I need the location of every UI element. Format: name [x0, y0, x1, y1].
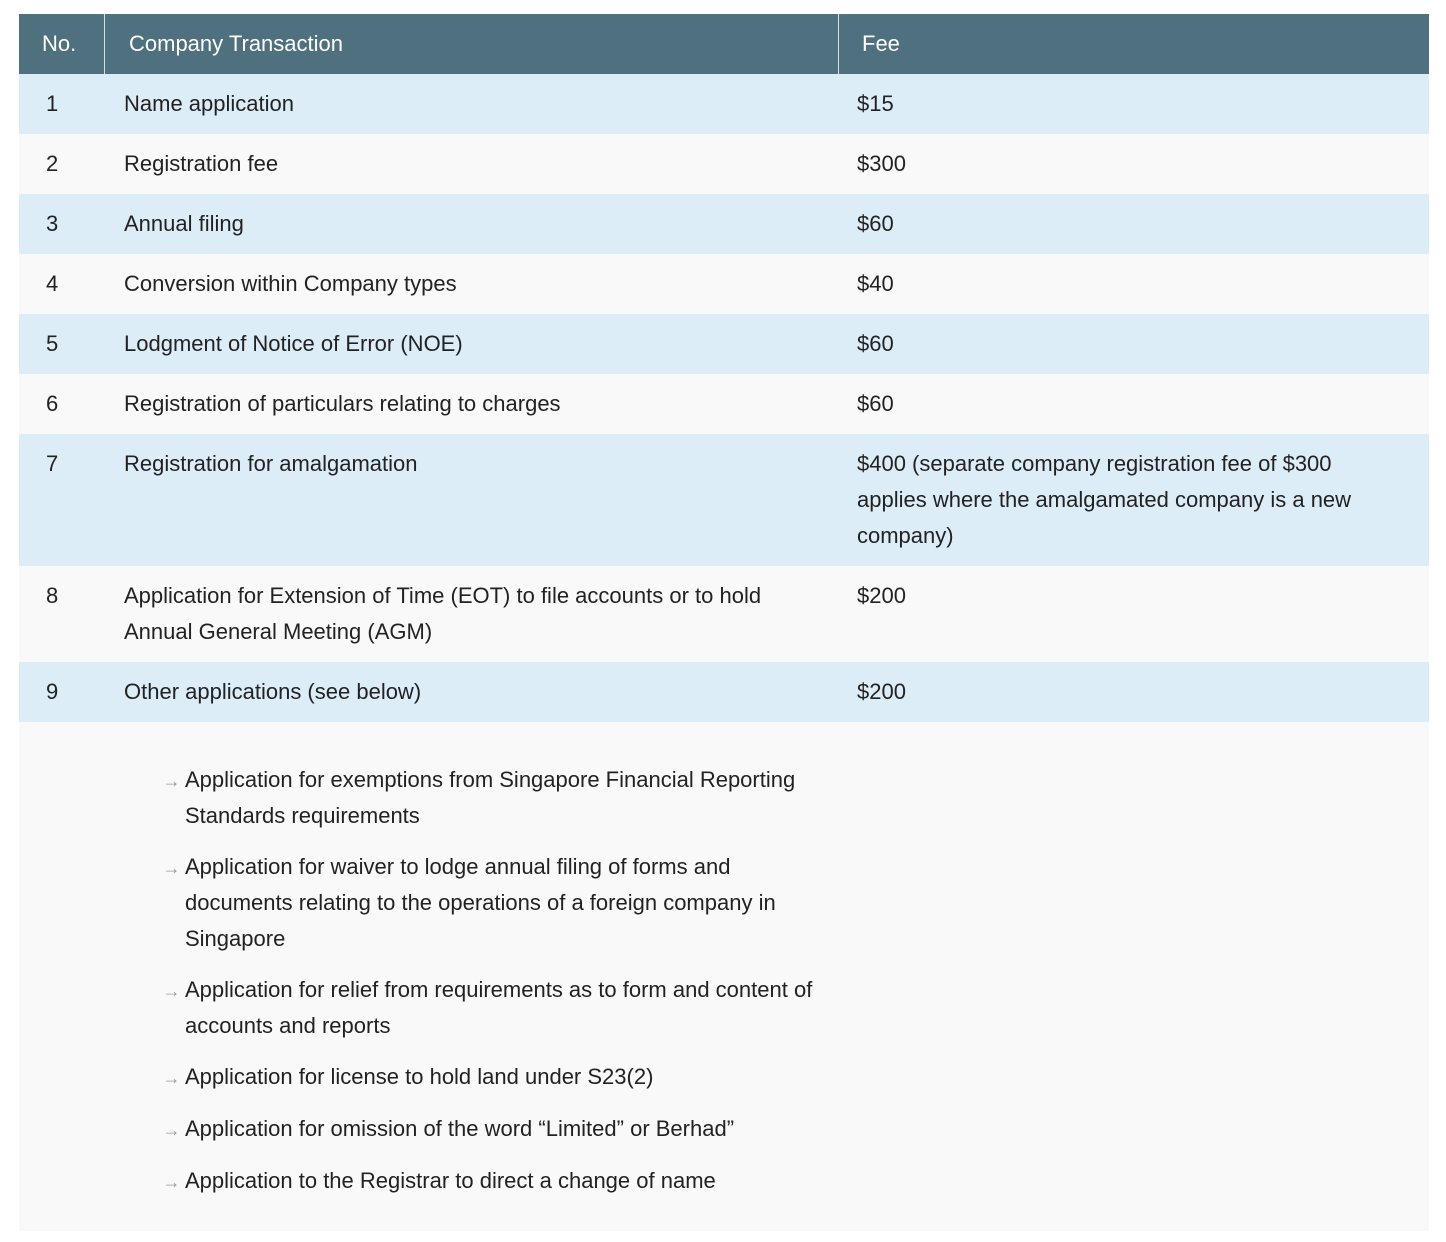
- arrow-right-icon: →: [162, 1120, 181, 1140]
- row-number: 6: [46, 391, 59, 416]
- list-item: [158, 1059, 838, 1096]
- table-row: [19, 314, 1429, 374]
- table-row: [19, 254, 1429, 314]
- row-fee: $300: [857, 151, 906, 176]
- header-no: No.: [19, 14, 105, 74]
- row-transaction: Other applications (see below): [124, 679, 422, 704]
- list-item: [158, 849, 838, 957]
- fee-table: [19, 14, 1429, 1231]
- arrow-right-icon: →: [162, 771, 181, 791]
- header-fee: Fee: [862, 31, 900, 56]
- row-number: 5: [46, 331, 59, 356]
- list-item-text: Application for omission of the word “Limited” or Berhad”: [185, 1116, 735, 1141]
- row-fee: $15: [857, 91, 894, 116]
- row-number: 3: [46, 211, 59, 236]
- row-fee: $40: [857, 271, 894, 296]
- arrow-right-icon: →: [162, 1172, 181, 1192]
- row-fee: $200: [857, 583, 906, 608]
- other-applications-list: [19, 722, 1429, 1231]
- row-number: 4: [46, 271, 59, 296]
- arrow-right-icon: →: [162, 1068, 181, 1088]
- table-row: [19, 374, 1429, 434]
- row-number: 7: [46, 451, 59, 476]
- list-item: [158, 972, 838, 1044]
- row-transaction: Registration fee: [124, 151, 279, 176]
- row-number: 2: [46, 151, 59, 176]
- row-transaction: Registration of particulars relating to charges: [124, 391, 561, 416]
- row-fee: $400 (separate company registration fee of $300 applies where the amalgamated company is a new company): [857, 451, 1352, 548]
- list-item-text: Application for license to hold land under S23(2): [185, 1064, 654, 1089]
- list-item: [158, 1111, 838, 1148]
- table-row: [19, 662, 1429, 722]
- list-item-text: Application for relief from requirements as to form and content of accounts and reports: [185, 977, 813, 1038]
- header-company-transaction: Company Transaction: [105, 14, 839, 74]
- row-fee: $60: [857, 211, 894, 236]
- list-item-text: Application for exemptions from Singapore Financial Reporting Standards requirements: [185, 767, 796, 828]
- row-transaction: Registration for amalgamation: [124, 451, 418, 476]
- row-transaction: Application for Extension of Time (EOT) to file accounts or to hold Annual General Meeting (AGM): [124, 583, 762, 644]
- list-item: [158, 762, 838, 834]
- table-row: [19, 74, 1429, 134]
- list-item-text: Application for waiver to lodge annual filing of forms and documents relating to the operations of a foreign company in Singapore: [185, 854, 776, 951]
- arrow-right-icon: →: [162, 858, 181, 878]
- row-transaction: Annual filing: [124, 211, 244, 236]
- list-item-text: Application to the Registrar to direct a change of name: [185, 1168, 716, 1193]
- row-fee: $60: [857, 331, 894, 356]
- row-transaction: Lodgment of Notice of Error (NOE): [124, 331, 463, 356]
- row-transaction: Name application: [124, 91, 294, 116]
- table-row: [19, 134, 1429, 194]
- table-row: [19, 434, 1429, 566]
- table-header: [19, 14, 1429, 74]
- row-transaction: Conversion within Company types: [124, 271, 457, 296]
- row-number: 1: [46, 91, 59, 116]
- row-number: 9: [46, 679, 59, 704]
- row-fee: $200: [857, 679, 906, 704]
- list-item: [158, 1163, 838, 1200]
- table-row: [19, 194, 1429, 254]
- row-fee: $60: [857, 391, 894, 416]
- arrow-right-icon: →: [162, 981, 181, 1001]
- row-number: 8: [46, 583, 59, 608]
- table-row: [19, 566, 1429, 662]
